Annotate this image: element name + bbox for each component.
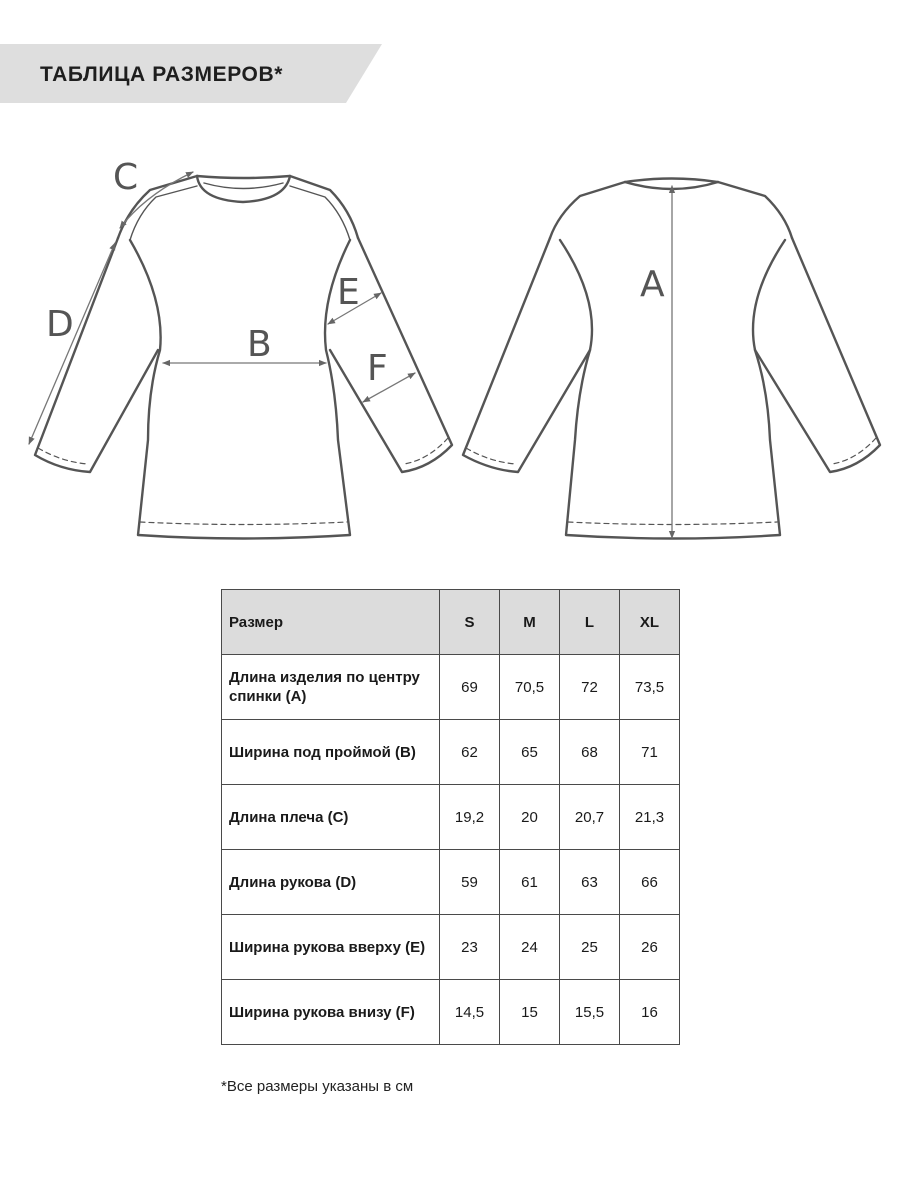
table-row (222, 980, 680, 1045)
table-cell: 65 (500, 720, 560, 785)
table-row (222, 915, 680, 980)
table-cell: 68 (560, 720, 620, 785)
table-cell: 15,5 (560, 980, 620, 1045)
label-d: D (46, 304, 74, 345)
row-label: Длина рукова (D) (222, 850, 440, 915)
label-e: E (337, 272, 360, 313)
table-cell: 23 (440, 915, 500, 980)
front-view (29, 172, 452, 539)
column-header: XL (620, 590, 680, 655)
table-cell: 72 (560, 655, 620, 720)
row-label: Ширина рукова внизу (F) (222, 980, 440, 1045)
table-row (222, 785, 680, 850)
table-cell: 66 (620, 850, 680, 915)
column-header: S (440, 590, 500, 655)
table-cell: 63 (560, 850, 620, 915)
table-row (222, 655, 680, 720)
table-cell: 14,5 (440, 980, 500, 1045)
table-cell: 26 (620, 915, 680, 980)
table-cell: 25 (560, 915, 620, 980)
table-cell: 20,7 (560, 785, 620, 850)
table-cell: 71 (620, 720, 680, 785)
column-header: L (560, 590, 620, 655)
label-a: A (640, 264, 665, 305)
table-cell: 61 (500, 850, 560, 915)
back-view (463, 179, 880, 539)
size-table (221, 589, 680, 1045)
label-f: F (367, 348, 388, 389)
column-header: Размер (222, 590, 440, 655)
table-cell: 16 (620, 980, 680, 1045)
table-cell: 19,2 (440, 785, 500, 850)
table-row (222, 720, 680, 785)
table-header-row (222, 590, 680, 655)
row-label: Длина плеча (C) (222, 785, 440, 850)
row-label: Длина изделия по центру спинки (A) (222, 655, 440, 720)
table-row (222, 850, 680, 915)
garment-diagram (0, 140, 900, 560)
table-cell: 59 (440, 850, 500, 915)
table-cell: 15 (500, 980, 560, 1045)
table-cell: 69 (440, 655, 500, 720)
table-cell: 73,5 (620, 655, 680, 720)
table-cell: 20 (500, 785, 560, 850)
row-label: Ширина рукова вверху (E) (222, 915, 440, 980)
label-c: C (113, 157, 139, 198)
column-header: M (500, 590, 560, 655)
footnote: *Все размеры указаны в см (221, 1078, 414, 1095)
label-b: B (247, 324, 272, 365)
page-title: ТАБЛИЦА РАЗМЕРОВ* (40, 63, 283, 86)
table-cell: 21,3 (620, 785, 680, 850)
table-cell: 70,5 (500, 655, 560, 720)
table-cell: 24 (500, 915, 560, 980)
title-banner (0, 44, 382, 103)
row-label: Ширина под проймой (B) (222, 720, 440, 785)
table-cell: 62 (440, 720, 500, 785)
